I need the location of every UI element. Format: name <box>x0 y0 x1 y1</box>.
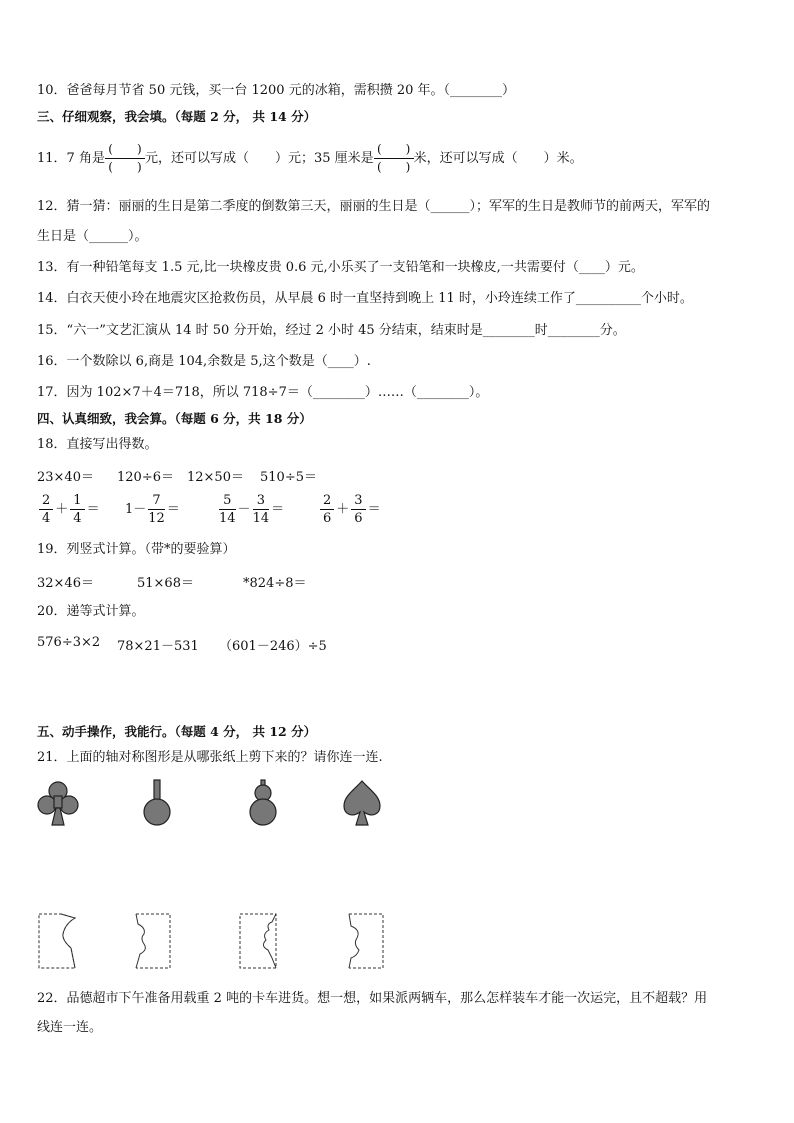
q19-item-1: 32×46＝ <box>37 576 94 591</box>
q11-part-a: 11．7 角是 <box>37 151 105 166</box>
q20-item-2: 78×21－531 <box>117 639 199 654</box>
fraction: $\frac{5}{14}$ <box>219 493 236 526</box>
fraction: $\frac{2}{4}$ <box>39 492 53 527</box>
paper-piece-1 <box>35 910 81 972</box>
q18-row-1-item-1: 23×40＝ <box>37 470 94 485</box>
gourd-vase-shape <box>137 778 177 828</box>
q19-item-2: 51×68＝ <box>137 576 194 591</box>
fraction: $\frac{7}{12}$ <box>148 493 165 526</box>
question-10: 10．爸爸每月节省 50 元钱，买一台 1200 元的冰箱，需积攒 20 年。（________） <box>37 83 516 98</box>
question-11 <box>37 136 583 182</box>
q11-fraction-2-den: ( ) <box>376 160 411 174</box>
q11-fraction-1-den: ( ) <box>108 160 142 174</box>
question-17: 17．因为 102×7＋4＝718，所以 718÷7＝（________）……（________）。 <box>37 385 489 400</box>
fraction: $\frac{3}{14}$ <box>252 493 270 526</box>
section-3-heading: 三、仔细观察，我会填。（每题 2 分， 共 14 分） <box>37 109 317 124</box>
club-shape <box>35 778 81 828</box>
q11-fraction-2-num: ( ) <box>376 142 411 156</box>
section-4-heading: 四、认真细致，我会算。（每题 6 分，共 18 分） <box>37 411 312 426</box>
paper-piece-4 <box>343 910 389 972</box>
q20-item-3: （601－246）÷5 <box>219 639 327 654</box>
question-21: 21．上面的轴对称图形是从哪张纸上剪下来的？请你连一连. <box>37 750 383 765</box>
q11-fraction-1 <box>105 141 145 176</box>
q18-row-2-item-2: 1－ $\frac{7}{12}$ ＝ <box>125 493 180 526</box>
question-14: 14．白衣天使小玲在地震灾区抢救伤员，从早晨 6 时一直坚持到晚上 11 时，小玲连续工作了__________个小时。 <box>37 291 693 306</box>
question-13: 13．有一种铅笔每支 1.5 元,比一块橡皮贵 0.6 元,小乐买了一支铅笔和一块橡皮,一共需要付（____）元。 <box>37 260 644 275</box>
q11-part-b: 元，还可以写成（ ）元；35 厘米是 <box>144 151 374 166</box>
q11-fraction-1-num: ( ) <box>108 142 142 156</box>
fraction: $\frac{1}{4}$ <box>70 492 84 527</box>
q18-row-1-item-3: 12×50＝ <box>187 470 244 485</box>
question-12-line-2: 生日是（______）。 <box>37 229 148 244</box>
question-16: 16．一个数除以 6,商是 104,余数是 5,这个数是（____）. <box>37 354 371 369</box>
q18-row-1-item-4: 510÷5＝ <box>260 470 317 485</box>
section-5-heading: 五、动手操作，我能行。（每题 4 分， 共 12 分） <box>37 724 317 739</box>
q11-part-c: 米，还可以写成（ ）米。 <box>413 151 583 166</box>
question-15: 15．“六一”文艺汇演从 14 时 50 分开始，经过 2 小时 45 分结束，结束时是________时________分。 <box>37 323 626 338</box>
question-12-line-1: 12．猜一猜：丽丽的生日是第二季度的倒数第三天，丽丽的生日是（______）；军军的生日是教师节的前两天，军军的 <box>37 199 711 214</box>
fraction: $\frac{3}{6}$ <box>351 492 365 527</box>
question-19: 19．列竖式计算。（带*的要验算） <box>37 542 236 557</box>
question-22-line-1: 22．品德超市下午准备用载重 2 吨的卡车进货。想一想，如果派两辆车，那么怎样装车才能一次运完，且不超载？用 <box>37 991 708 1006</box>
paper-piece-3 <box>236 910 282 972</box>
q11-fraction-2 <box>374 141 414 176</box>
q20-item-1: 576÷3×2 <box>37 635 101 650</box>
question-20: 20．递等式计算。 <box>37 604 145 619</box>
q19-item-3: *824÷8＝ <box>243 576 307 591</box>
q18-row-1-item-2: 120÷6＝ <box>117 470 174 485</box>
spade-shape <box>340 778 384 830</box>
paper-piece-2 <box>130 910 176 972</box>
q18-row-2-item-3: $\frac{5}{14}$ － $\frac{3}{14}$ ＝ <box>219 493 285 526</box>
question-22-line-2: 线连一连。 <box>37 1020 103 1035</box>
q18-row-2-item-4: $\frac{2}{6}$ ＋ $\frac{3}{6}$ ＝ <box>318 492 381 527</box>
fraction: $\frac{2}{6}$ <box>320 492 334 527</box>
gourd-shape <box>243 778 283 828</box>
question-18: 18．直接写出得数。 <box>37 437 158 452</box>
q18-row-2-item-1: $\frac{2}{4}$ ＋ $\frac{1}{4}$ ＝ <box>37 492 100 527</box>
